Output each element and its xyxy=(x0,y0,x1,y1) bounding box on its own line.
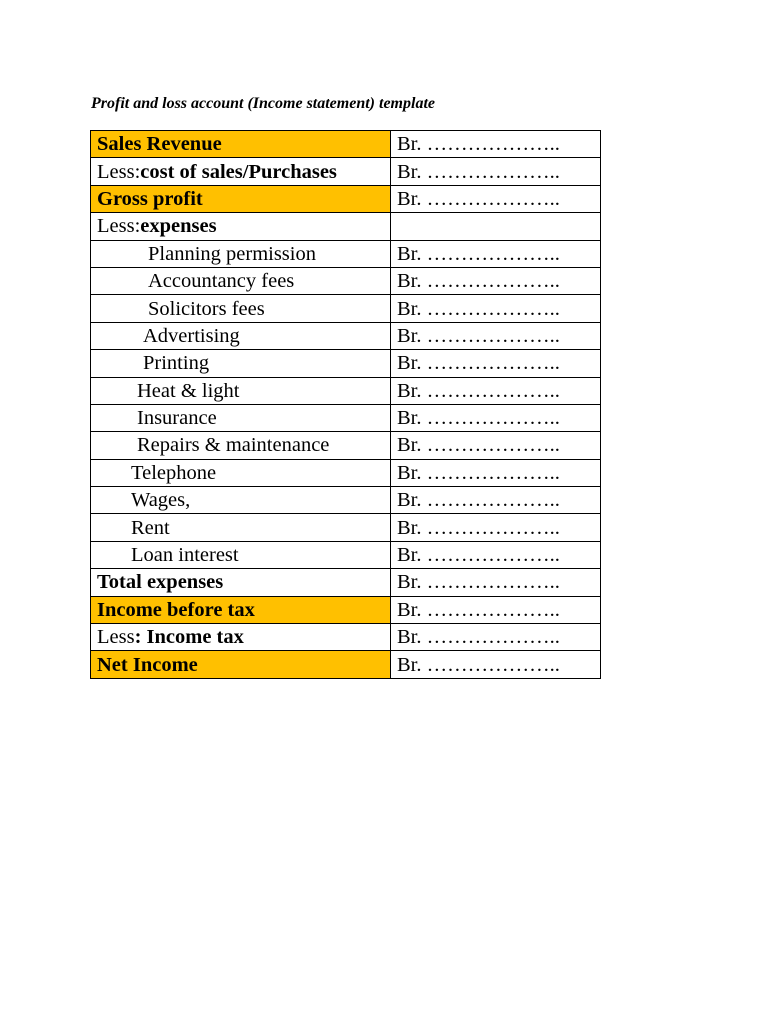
row-solicitors-fees xyxy=(91,295,601,322)
row-amount: Br. ……………….. xyxy=(391,185,601,212)
row-amount xyxy=(391,213,601,240)
row-label-text: Total expenses xyxy=(97,571,224,594)
row-wages xyxy=(91,487,601,514)
row-label-text: Net Income xyxy=(97,653,198,676)
row-amount: Br. ……………….. xyxy=(391,541,601,568)
row-label: Insurance xyxy=(91,404,391,431)
row-amount: Br. ……………….. xyxy=(391,158,601,185)
row-amount: Br. ……………….. xyxy=(391,377,601,404)
row-telephone xyxy=(91,459,601,486)
row-label xyxy=(91,624,391,651)
row-amount: Br. ……………….. xyxy=(391,131,601,158)
row-advertising xyxy=(91,322,601,349)
row-label: Heat & light xyxy=(91,377,391,404)
row-label-text: : Income tax xyxy=(134,626,244,649)
row-amount: Br. ……………….. xyxy=(391,651,601,678)
row-heat-light xyxy=(91,377,601,404)
row-accountancy-fees xyxy=(91,267,601,294)
row-label: Solicitors fees xyxy=(91,295,391,322)
row-label: Telephone xyxy=(91,459,391,486)
row-label: Accountancy fees xyxy=(91,267,391,294)
row-amount: Br. ……………….. xyxy=(391,240,601,267)
row-amount: Br. ……………….. xyxy=(391,596,601,623)
row-sales-revenue xyxy=(91,131,601,158)
row-gross-profit xyxy=(91,185,601,212)
row-label-text: expenses xyxy=(140,215,217,238)
row-expenses-header xyxy=(91,213,601,240)
row-amount: Br. ……………….. xyxy=(391,322,601,349)
row-amount: Br. ……………….. xyxy=(391,459,601,486)
row-label-text: Gross profit xyxy=(97,187,203,210)
row-net-income xyxy=(91,651,601,678)
row-amount: Br. ……………….. xyxy=(391,267,601,294)
row-label: Advertising xyxy=(91,322,391,349)
row-printing xyxy=(91,350,601,377)
row-repairs-maintenance xyxy=(91,432,601,459)
document-title: Profit and loss account (Income statement) template xyxy=(91,95,435,112)
row-income-tax xyxy=(91,624,601,651)
row-insurance xyxy=(91,404,601,431)
profit-loss-table xyxy=(90,130,601,679)
row-label xyxy=(91,596,391,623)
row-amount: Br. ……………….. xyxy=(391,624,601,651)
row-label xyxy=(91,185,391,212)
row-label xyxy=(91,651,391,678)
row-label: Loan interest xyxy=(91,541,391,568)
row-amount: Br. ……………….. xyxy=(391,350,601,377)
row-amount: Br. ……………….. xyxy=(391,487,601,514)
row-label: Planning permission xyxy=(91,240,391,267)
row-loan-interest xyxy=(91,541,601,568)
row-total-expenses xyxy=(91,569,601,596)
row-label xyxy=(91,158,391,185)
row-label: Rent xyxy=(91,514,391,541)
row-label: Repairs & maintenance xyxy=(91,432,391,459)
row-prefix: Less xyxy=(97,626,135,649)
row-amount: Br. ……………….. xyxy=(391,295,601,322)
row-amount: Br. ……………….. xyxy=(391,432,601,459)
row-rent xyxy=(91,514,601,541)
row-amount: Br. ……………….. xyxy=(391,569,601,596)
row-prefix: Less: xyxy=(97,215,141,238)
row-prefix: Less: xyxy=(97,160,141,183)
row-label-text: Sales Revenue xyxy=(97,133,222,156)
row-amount: Br. ……………….. xyxy=(391,514,601,541)
row-label-text: Income before tax xyxy=(97,598,255,621)
row-label-text: cost of sales/Purchases xyxy=(140,160,337,183)
row-amount: Br. ……………….. xyxy=(391,404,601,431)
row-label xyxy=(91,213,391,240)
row-planning-permission xyxy=(91,240,601,267)
row-label xyxy=(91,569,391,596)
row-income-before-tax xyxy=(91,596,601,623)
row-label: Wages, xyxy=(91,487,391,514)
row-label xyxy=(91,131,391,158)
row-label: Printing xyxy=(91,350,391,377)
row-cost-of-sales xyxy=(91,158,601,185)
